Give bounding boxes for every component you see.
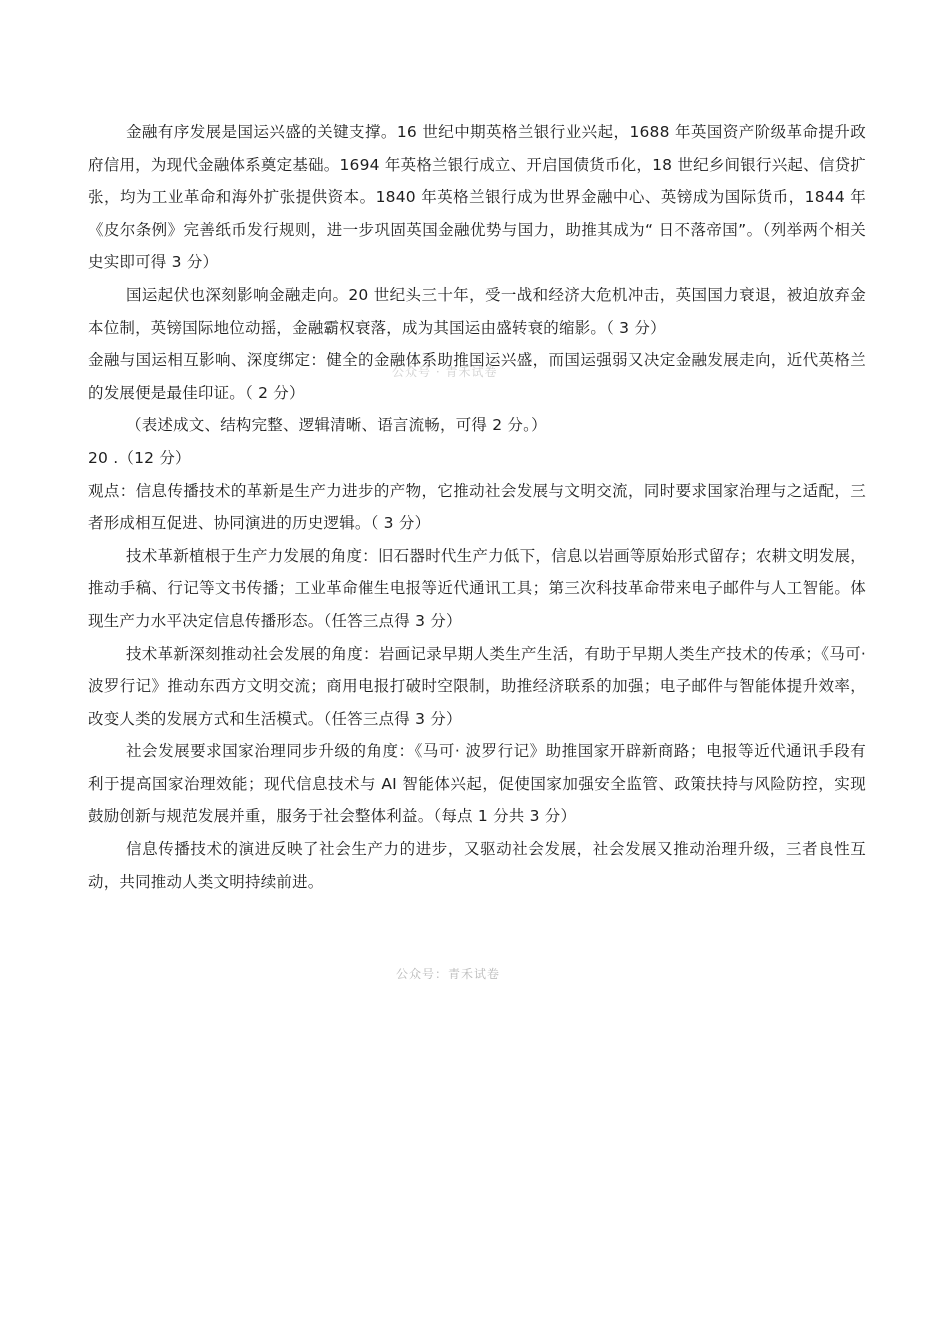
question-number: 20 .（12 分） xyxy=(88,448,191,467)
paragraph-finance-rise: 金融有序发展是国运兴盛的关键支撑。16 世纪中期英格兰银行业兴起，1688 年英国资产阶级革命提升政府信用，为现代金融体系奠定基础。1694 年英格兰银行成立、开启国债货币化，18 世纪乡间银行兴起、信贷扩张，均为工业革命和海外扩张提供资本。1840 年英格兰银行成为世界金融中心、英镑成为国际货币，1844 年《皮尔条例》完善纸币发行规则，进一步巩固英国金融优势与国力，助推其成为“ 日不落帝国”。（列举两个相关史实即可得 3 分） xyxy=(88,123,866,272)
watermark-top: 公众号 · 青禾试卷 xyxy=(392,365,498,379)
paragraph-viewpoint: 观点：信息传播技术的革新是生产力进步的产物，它推动社会发展与文明交流，同时要求国家治理与之适配，三者形成相互促进、协同演进的历史逻辑。（ 3 分） xyxy=(88,481,866,533)
paragraph-finance-conclusion: 金融与国运相互影响、深度绑定：健全的金融体系助推国运兴盛，而国运强弱又决定金融发展走向，近代英格兰的发展便是最佳印证。（ 2 分） xyxy=(88,351,866,402)
paragraph-productivity: 技术革新植根于生产力发展的角度：旧石器时代生产力低下，信息以岩画等原始形式留存；农耕文明发展，推动手稿、行记等文书传播；工业革命催生电报等近代通讯工具；第三次科技革命带来电子邮件与人工智能。体现生产力水平决定信息传播形态。（任答三点得 3 分） xyxy=(88,546,866,630)
paragraph-summary: 信息传播技术的演进反映了社会生产力的进步，又驱动社会发展，社会发展又推动治理升级，三者良性互动，共同推动人类文明持续前进。 xyxy=(88,840,866,891)
watermark-bottom: 公众号：青禾试卷 xyxy=(396,967,501,981)
paragraph-national-decline: 国运起伏也深刻影响金融走向。20 世纪头三十年，受一战和经济大危机冲击，英国国力衰退，被迫放弃金本位制，英镑国际地位动摇，金融霸权衰落，成为其国运由盛转衰的缩影。（ 3 分） xyxy=(88,285,866,337)
answer-text xyxy=(88,116,866,898)
paragraph-governance: 社会发展要求国家治理同步升级的角度：《马可· 波罗行记》助推国家开辟新商路；电报等近代通讯手段有利于提高国家治理效能；现代信息技术与 AI 智能体兴起，促使国家加强安全监管、政策扶持与风险防控，实现鼓励创新与规范发展并重，服务于社会整体利益。（每点 1 分共 3 分） xyxy=(88,742,866,826)
paragraph-social-development: 技术革新深刻推动社会发展的角度：岩画记录早期人类生产生活，有助于早期人类生产技术的传承；《马可· 波罗行记》推动东西方文明交流；商用电报打破时空限制，助推经济联系的加强；电子邮件与智能体提升效率，改变人类的发展方式和生活模式。（任答三点得 3 分） xyxy=(88,644,866,728)
paragraph-scoring-note: （表述成文、结构完整、逻辑清晰、语言流畅，可得 2 分。） xyxy=(126,416,547,435)
